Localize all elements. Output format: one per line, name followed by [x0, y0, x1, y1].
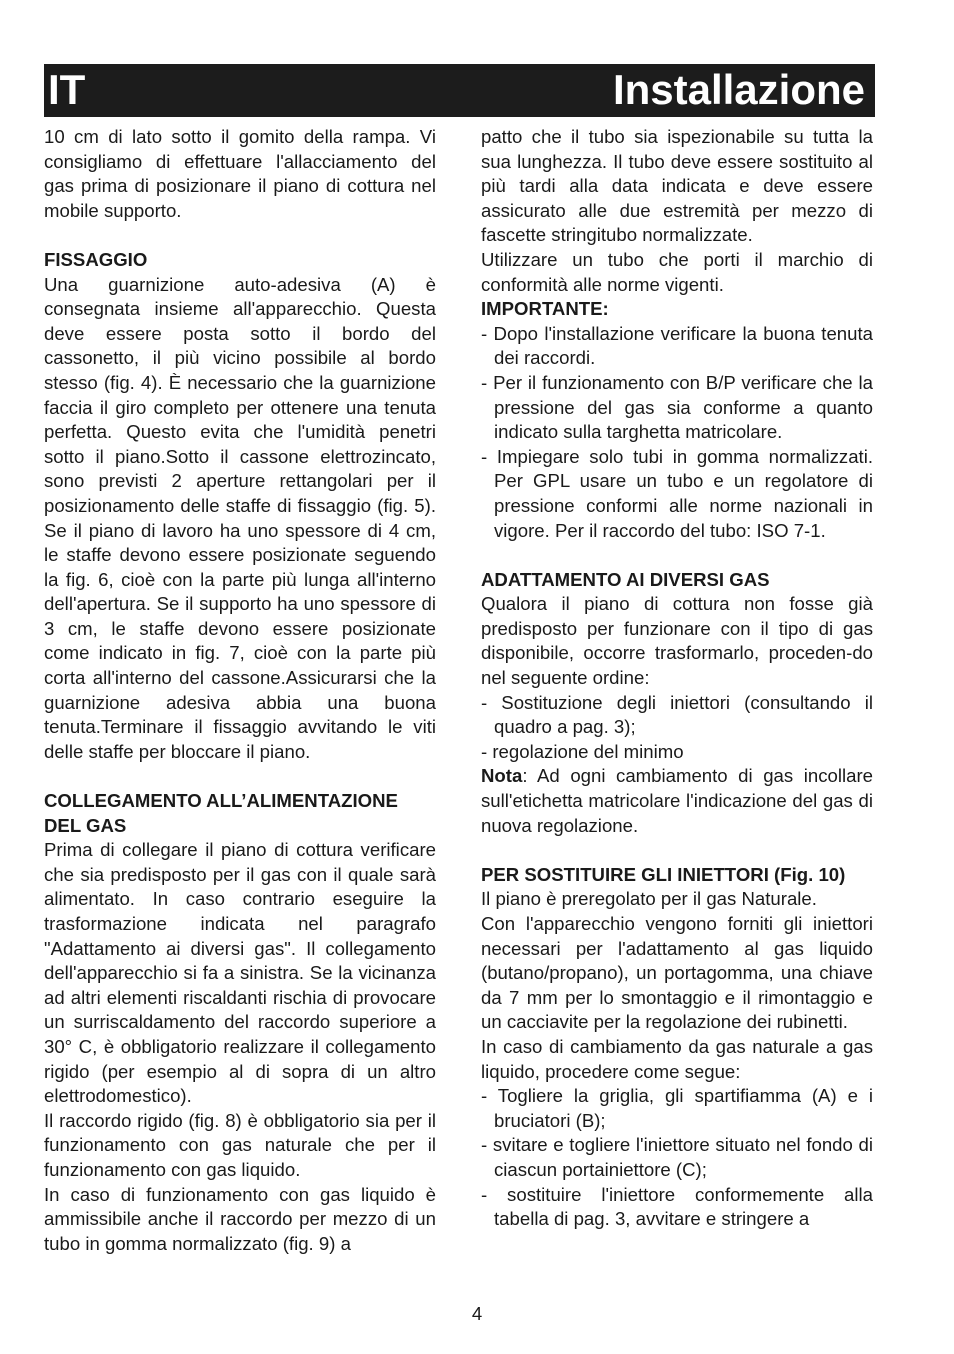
right-column: [481, 125, 873, 1232]
collegamento-paragraph-2: Il raccordo rigido (fig. 8) è obbligatorio sia per il funzionamento con gas naturale che per il funzionamento con gas liquido.: [44, 1109, 436, 1180]
list-item: - svitare e togliere l'iniettore situato nel fondo di ciascun portainiettore (C);: [481, 1134, 873, 1180]
page-title: Installazione: [612, 66, 865, 113]
left-column: [44, 125, 436, 1256]
collegamento-paragraph-3: In caso di funzionamento con gas liquido è ammissibile anche il raccordo per mezzo di un tubo in gomma normalizzato (fig. 9) a: [44, 1183, 436, 1254]
tube-marking-paragraph: Utilizzare un tubo che porti il marchio di conformità alle norme vigenti.: [481, 248, 873, 295]
list-item: - sostituire l'iniettore conformemente alla tabella di pag. 3, avvitare e stringere a: [481, 1183, 873, 1230]
language-code: IT: [48, 66, 86, 113]
section-heading-fissaggio: FISSAGGIO: [44, 248, 148, 270]
section-heading-iniettori: PER SOSTITUIRE GLI INIETTORI (Fig. 10): [481, 863, 846, 885]
list-item: - Impiegare solo tubi in gomma normalizzati. Per GPL usare un tubo e un regolatore di pressione conformi alle norme nazionali in vigore. Per il raccordo del tubo: ISO 7-1.: [481, 445, 873, 541]
section-heading-collegamento: COLLEGAMENTO ALL’ALIMENTAZIONE DEL GAS: [44, 790, 398, 836]
collegamento-paragraph-1: Prima di collegare il piano di cottura verificare che sia predisposto per il gas con il quale sarà alimentato. In caso contrario eseguire la trasformazione indicata nel paragrafo "Adattamento ai diversi gas". Il collegamento dell'apparecchio si fa a sinistra. Se la vicinanza ad altri elementi riscaldanti rischia di provocare un surriscaldamento del raccordo superiore a 30° C, è obbligatorio realizzare il collegamento rigido (per esempio al di sopra di un altro elettrodomestico).: [44, 839, 436, 1107]
tube-paragraph: patto che il tubo sia ispezionabile su tutta la sua lunghezza. Il tubo deve essere sostituito al più tardi alla data indicata e deve essere assicurato alle due estremità per mezzo di fascette stringitubo normalizzate.: [481, 126, 873, 246]
nota-text: : Ad ogni cambiamento di gas incollare sull'etichetta matricolare l'indicazione del gas di nuova regolazione.: [481, 765, 873, 836]
header-bar: [44, 64, 875, 117]
section-heading-adattamento: ADATTAMENTO AI DIVERSI GAS: [481, 568, 770, 590]
nota-paragraph: [481, 764, 873, 838]
list-item: - Togliere la griglia, gli spartifiamma (A) e i bruciatori (B);: [481, 1085, 873, 1131]
adattamento-paragraph: Qualora il piano di cottura non fosse già predisposto per funzionare con il tipo di gas disponibile, occorre trasformarlo, proceden-do nel seguente ordine:: [481, 593, 873, 689]
list-item: - Dopo l'installazione verificare la buona tenuta dei raccordi.: [481, 322, 873, 369]
list-item: - Per il funzionamento con B/P verificare che la pressione del gas sia conforme a quanto indicato sulla targhetta matricolare.: [481, 371, 873, 443]
iniettori-paragraph-2: Con l'apparecchio vengono forniti gli iniettori necessari per l'adattamento al gas liquido (butano/propano), un portagomma, una chiave da 7 mm per lo smontaggio e il rimontaggio e un cacciavite per la regolazione dei rubinetti.: [481, 913, 873, 1033]
fissaggio-paragraph: Una guarnizione auto-adesiva (A) è consegnata insieme all'apparecchio. Questa deve essere posta sotto il bordo del cassonetto, il più vicino possibile al bordo stesso (fig. 4). È necessario che la guarnizione faccia il giro completo per ottenere una tenuta perfetta. Questo evita che l'umidità penetri sotto il piano.Sotto il cassone elettrozincato, sono previsti 2 aperture rettangolari per il posizionamento delle staffe di fissaggio (fig. 5). Se il piano di lavoro ha uno spessore di 4 cm, le staffe devono essere posizionate seguendo la fig. 6, cioè con la parte più lunga all'interno dell'apertura. Se il supporto ha uno spessore di 3 cm, le staffe devono essere posizionate come indicato in fig. 7, cioè con la parte più corta all'interno del cassone.Assicurarsi che la guarnizione adesiva abbia una buona tenuta.Terminare il fissaggio avvitando le viti delle staffe per bloccare il piano.: [44, 273, 436, 762]
intro-paragraph: 10 cm di lato sotto il gomito della rampa. Vi consigliamo di effettuare l'allacciamento del gas prima di posizionare il piano di cottura nel mobile supporto.: [44, 126, 436, 221]
nota-label: Nota: [481, 765, 523, 787]
page-number: 4: [471, 1303, 483, 1324]
section-heading-importante: IMPORTANTE:: [481, 298, 609, 320]
list-item: - regolazione del minimo: [481, 740, 684, 762]
iniettori-paragraph-3: In caso di cambiamento da gas naturale a gas liquido, procedere come segue:: [481, 1035, 873, 1082]
iniettori-paragraph-1: Il piano è preregolato per il gas Naturale.: [481, 888, 817, 910]
list-item: - Sostituzione degli iniettori (consultando il quadro a pag. 3);: [481, 691, 873, 738]
